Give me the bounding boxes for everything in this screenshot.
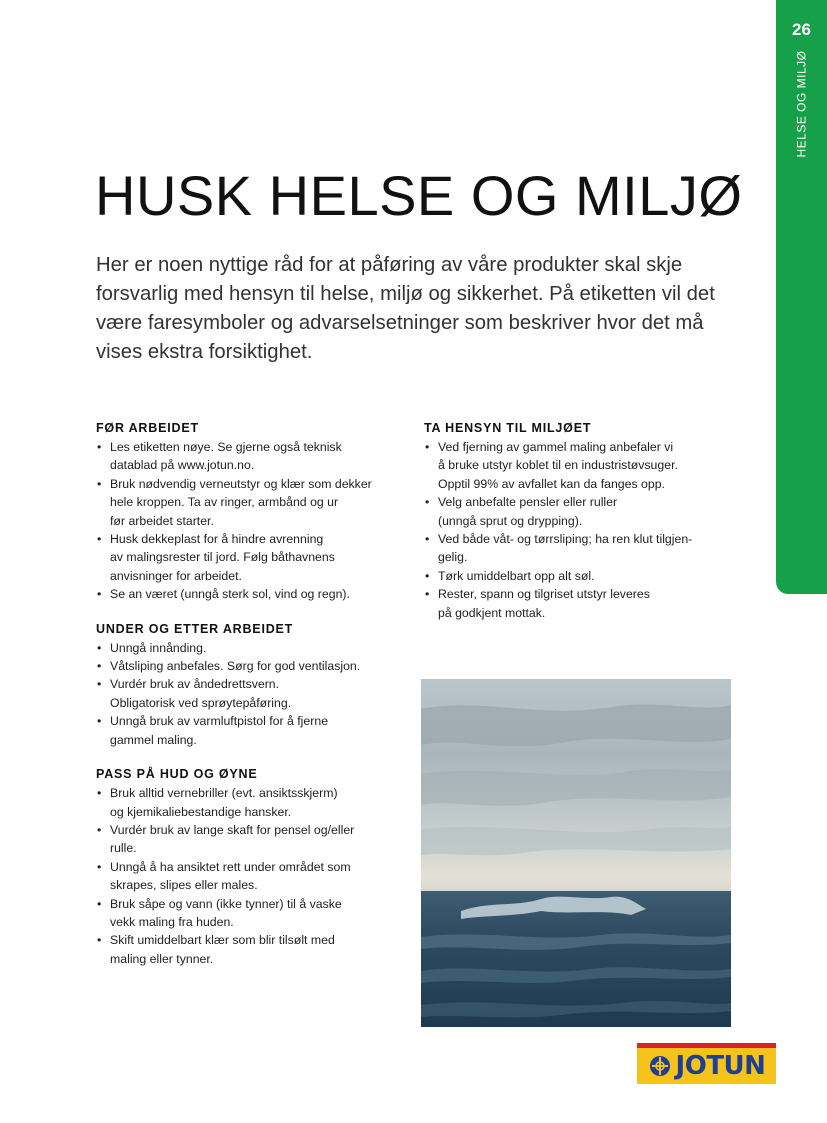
jotun-logo [637,1043,776,1084]
jotun-emblem-icon [648,1054,672,1078]
line: (unngå sprut og drypping). [438,513,583,528]
line: av malingsrester til jord. Følg båthavnens [110,550,335,565]
list-item [96,475,396,530]
bullet-list [96,438,396,604]
line: Vurdér bruk av lange skaft for pensel og/eller [110,822,355,837]
line: Unngå bruk av varmluftpistol for å fjerne [110,714,329,729]
line: å bruke utstyr koblet til en industristøvsuger. [438,458,678,473]
list-item [96,821,396,858]
section-heading: FØR ARBEIDET [96,421,199,435]
section-for-arbeidet [96,419,396,604]
list-item [424,530,724,567]
section-ta-hensyn-til-miljoet [424,419,724,622]
section-heading: PASS PÅ HUD OG ØYNE [96,767,258,782]
line: vekk maling fra huden. [110,914,234,929]
side-label-wrap [776,48,827,160]
line: og kjemikaliebestandige hansker. [110,804,292,819]
line: Skift umiddelbart klær som blir tilsølt med [110,933,335,948]
bullet-list [424,438,724,622]
list-item [424,493,724,530]
list-item [424,567,724,585]
list-item [96,784,396,821]
line: skrapes, slipes eller males. [110,878,258,893]
line: Rester, spann og tilgriset utstyr leveres [438,587,650,602]
logo-text: JOTUN [675,1051,766,1081]
line: Les etiketten nøye. Se gjerne også teknisk [110,440,342,454]
section-heading: TA HENSYN TIL MILJØET [424,421,592,435]
line: rulle. [110,841,137,856]
line: Se an været (unngå sterk sol, vind og regn). [110,587,350,602]
list-item [96,530,396,585]
line: Ved fjerning av gammel maling anbefaler vi [438,440,674,454]
list-item [96,657,396,675]
sea-photo [421,679,731,1027]
line: på godkjent mottak. [438,605,546,620]
line: Bruk alltid vernebriller (evt. ansiktsskjerm) [110,786,338,801]
line: Opptil 99% av avfallet kan da fanges opp. [438,476,665,491]
side-label: HELSE OG MILJØ [794,50,809,158]
list-item [96,639,396,657]
page-number: 26 [792,20,811,39]
intro-paragraph: Her er noen nyttige råd for at påføring av våre produkter skal skje forsvarlig med hensyn til helse, miljø og sikkerhet. På etiketten vil det være faresymboler og advarselsetninger som beskriver hvor det må vises ekstra forsiktighet. [96,254,715,363]
left-column [96,419,396,984]
list-item [96,895,396,932]
bullet-list [96,639,396,749]
line: hele kroppen. Ta av ringer, armbånd og ur [110,495,339,510]
line: datablad på www.jotun.no. [110,458,255,473]
line: Våtsliping anbefales. Sørg for god ventilasjon. [110,659,361,674]
side-tab [776,0,827,594]
line: Obligatorisk ved sprøytepåføring. [110,695,292,710]
line: Vurdér bruk av åndedrettsvern. [110,677,280,692]
list-item [96,931,396,968]
line: Unngå å ha ansiktet rett under området som [110,859,351,874]
logo-body [637,1048,776,1084]
list-item [96,675,396,712]
section-pass-pa-hud-og-oyne [96,765,396,968]
list-item [96,585,396,603]
section-heading: UNDER OG ETTER ARBEIDET [96,621,294,636]
line: Bruk såpe og vann (ikke tynner) til å vaske [110,896,342,911]
line: gelig. [438,550,468,565]
list-item [424,438,724,493]
page-title: HUSK HELSE OG MILJØ [95,164,743,227]
line: Husk dekkeplast for å hindre avrenning [110,532,324,547]
line: Unngå innånding. [110,640,207,655]
line: Tørk umiddelbart opp alt søl. [438,568,595,583]
sea-photo-graphic [421,679,731,1027]
line: gammel maling. [110,732,197,747]
list-item [424,585,724,622]
list-item [96,712,396,749]
line: maling eller tynner. [110,951,214,966]
line: Ved både våt- og tørrsliping; ha ren klut tilgjen- [438,532,693,547]
section-under-og-etter-arbeidet [96,620,396,749]
bullet-list [96,784,396,968]
list-item [96,438,396,475]
right-column [424,419,724,638]
line: anvisninger for arbeidet. [110,568,242,583]
line: Velg anbefalte pensler eller ruller [438,495,618,510]
line: Bruk nødvendig verneutstyr og klær som dekker [110,476,372,491]
line: før arbeidet starter. [110,513,214,528]
list-item [96,858,396,895]
